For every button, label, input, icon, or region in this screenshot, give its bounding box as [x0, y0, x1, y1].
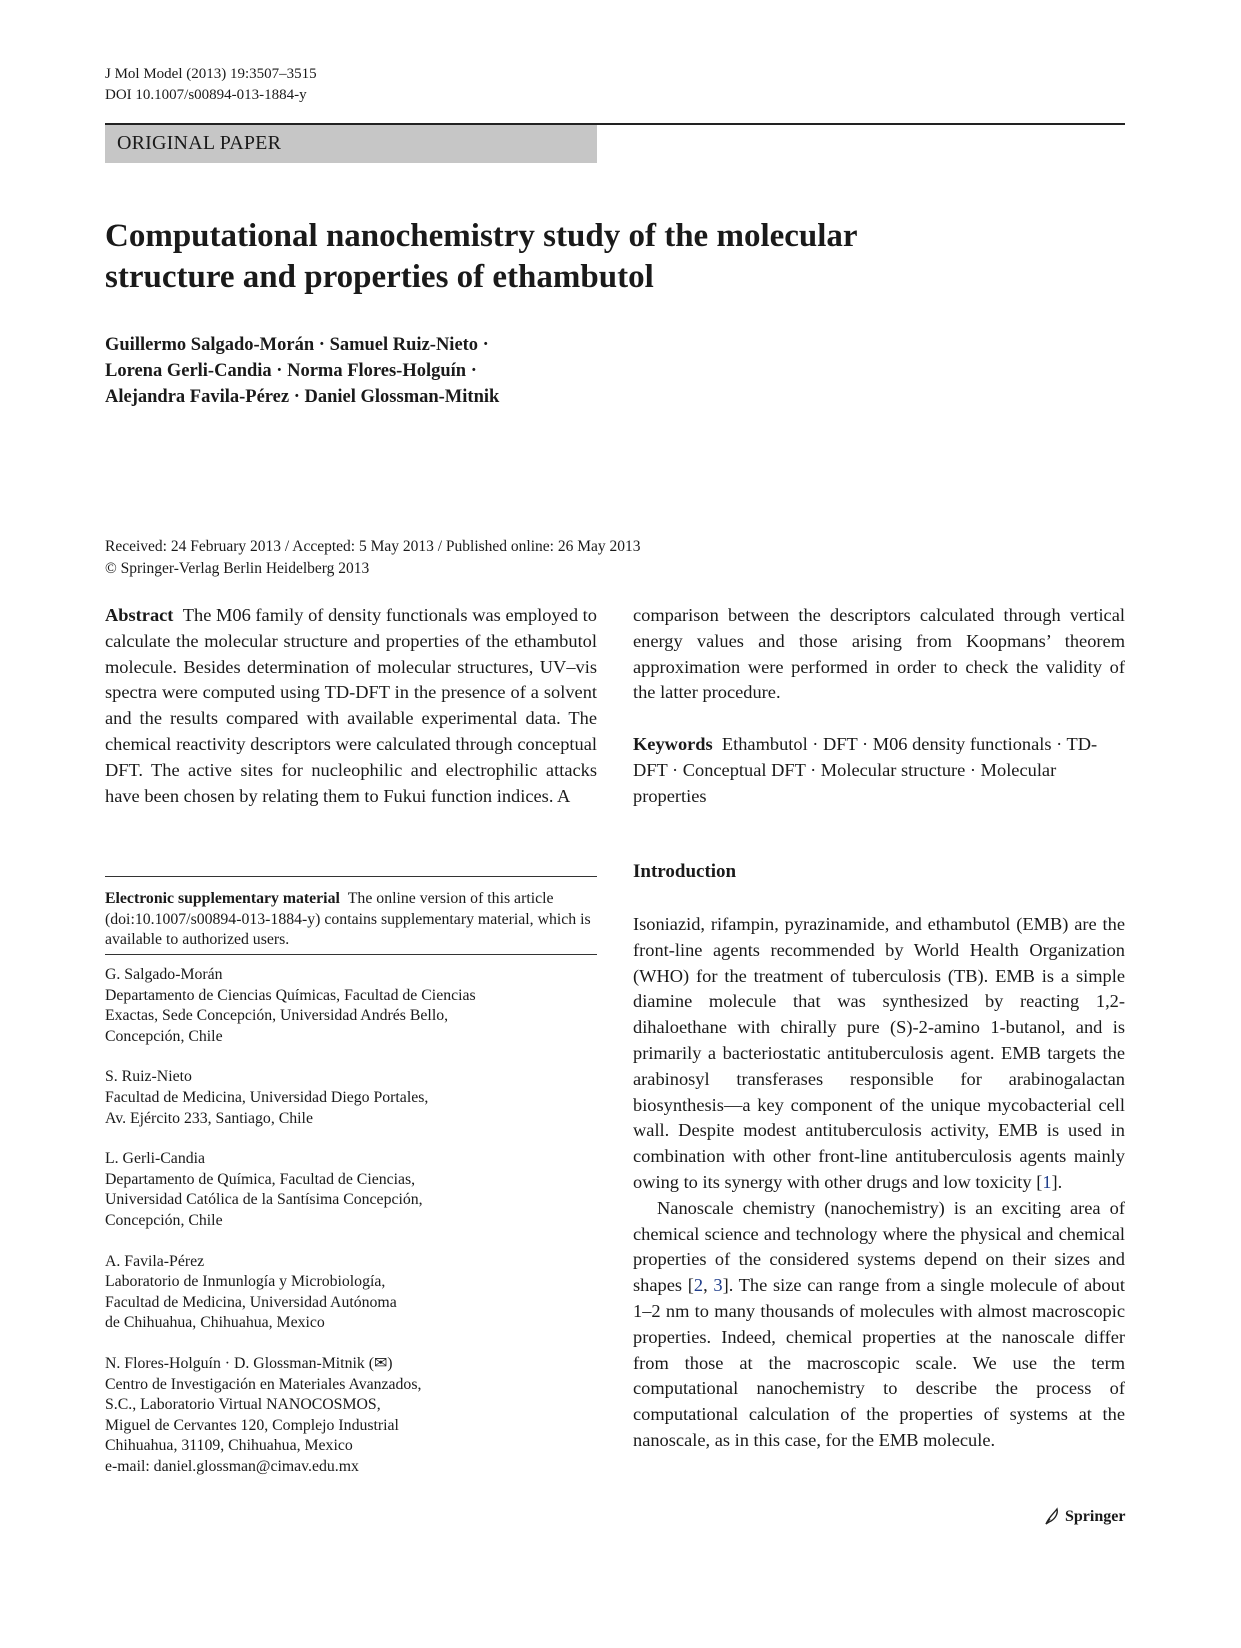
paper-title [105, 216, 1105, 298]
affiliation-line: Concepción, Chile [105, 1211, 223, 1229]
affiliation-block [105, 1067, 597, 1129]
affiliation-block [105, 1149, 597, 1231]
affiliation-block [105, 965, 597, 1047]
esm-label: Electronic supplementary material [105, 890, 340, 907]
affiliation-line: S.C., Laboratorio Virtual NANOCOSMOS, [105, 1396, 381, 1414]
affiliation-line: Exactas, Sede Concepción, Universidad Andrés Bello, [105, 1007, 449, 1025]
footnote-rule [105, 954, 597, 955]
affiliation-line: Departamento de Ciencias Químicas, Facultad de Ciencias [105, 986, 476, 1004]
affiliation-line: Av. Ejército 233, Santiago, Chile [105, 1109, 313, 1127]
affiliation-line: Centro de Investigación en Materiales Avanzados, [105, 1375, 422, 1393]
keywords-text: Ethambutol · DFT · M06 density functionals · TD-DFT · Conceptual DFT · Molecular structure · Molecular properties [633, 734, 1098, 806]
author-list [105, 332, 499, 410]
affiliation-author: G. Salgado-Morán [105, 966, 223, 983]
journal-header [105, 64, 317, 106]
citation-link[interactable]: 2 [693, 1275, 704, 1296]
introduction-body [633, 912, 1125, 1454]
section-heading: Introduction [633, 861, 737, 882]
abstract-label: Abstract [105, 605, 174, 625]
doi: DOI 10.1007/s00894-013-1884-y [105, 87, 307, 103]
article-type-bar [105, 125, 597, 163]
keywords-label: Keywords [633, 734, 713, 754]
affiliations [105, 965, 597, 1497]
affiliation-author: S. Ruiz-Nieto [105, 1068, 192, 1086]
author-line: Alejandra Favila-Pérez · Daniel Glossman-Mitnik [105, 387, 500, 407]
paragraph: Nanoscale chemistry (nanochemistry) is an exciting area of chemical science and technology where the physical and chemical properties of the considered systems depend on their sizes and shapes [2, 3]. The size can range from a single molecule of about 1–2 nm to many thousands of molecules with almost macroscopic properties. Indeed, chemical properties at the nanoscale differ from those at the macroscopic scale. We use the term computational nanochemistry to describe the process of computational calculation of the properties of systems at the nanoscale, as in this case, for the EMB molecule. [633, 1197, 1125, 1450]
copyright: © Springer-Verlag Berlin Heidelberg 2013 [105, 560, 370, 577]
affiliation-line: Laboratorio de Inmunlogía y Microbiología, [105, 1273, 386, 1291]
keywords [633, 732, 1125, 809]
affiliation-block [105, 1252, 597, 1334]
affiliation-line: Facultad de Medicina, Universidad Autónoma [105, 1293, 397, 1311]
title-line: Computational nanochemistry study of the molecular [105, 218, 858, 254]
abstract-continuation-text: comparison between the descriptors calculated through vertical energy values and those arising from Koopmans’ theorem approximation were performed in order to check the validity of the latter procedure. [633, 605, 1125, 703]
title-line: structure and properties of ethambutol [105, 259, 654, 295]
abstract-text: The M06 family of density functionals was employed to calculate the molecular structure and properties of the ethambutol molecule. Besides determination of molecular structures, UV–vis spectra were computed using TD-DFT in the presence of a solvent and the results compared with available experimental data. The chemical reactivity descriptors were calculated through conceptual DFT. The active sites for nucleophilic and electrophilic attacks have been chosen by relating them to Fukui function indices. A [105, 605, 597, 806]
citation-link[interactable]: 1 [1042, 1171, 1052, 1192]
paragraph: Isoniazid, rifampin, pyrazinamide, and ethambutol (EMB) are the front-line agents recommended by World Health Organization (WHO) for the treatment of tuberculosis (TB). EMB is a simple diamine molecule that was synthesized by reacting 1,2-dihaloethane with chirally pure (S)-2-amino 1-butanol, and is primarily a bacteriostatic antituberculosis agent. EMB targets the arabinosyl transferases responsible for arabinogalactan biosynthesis—a key component of the unique mycobacterial cell wall. Despite modest antituberculosis activity, EMB is used in combination with other front-line antituberculosis agents mainly owing to its synergy with other drugs and low toxicity [1]. [633, 914, 1125, 1192]
affiliation-author: A. Favila-Pérez [105, 1252, 205, 1270]
affiliation-line: Miguel de Cervantes 120, Complejo Industrial [105, 1416, 399, 1434]
history: Received: 24 February 2013 / Accepted: 5 May 2013 / Published online: 26 May 2013 [105, 538, 641, 555]
abstract-continuation [633, 603, 1125, 706]
article-type: ORIGINAL PAPER [117, 132, 282, 154]
publication-dates [105, 536, 641, 580]
esm-text: The online version of this article (doi:10.1007/s00894-013-1884-y) contains supplementary material, which is available to authorized users. [105, 890, 591, 949]
affiliation-block [105, 1354, 597, 1478]
footnote-rule [105, 876, 597, 877]
affiliation-line: de Chihuahua, Chihuahua, Mexico [105, 1314, 325, 1332]
affiliation-author: L. Gerli-Candia [105, 1150, 206, 1168]
publisher-name: Springer [1065, 1508, 1126, 1525]
affiliation-line: Concepción, Chile [105, 1027, 223, 1045]
citation: J Mol Model (2013) 19:3507–3515 [105, 66, 317, 82]
affiliation-line: Chihuahua, 31109, Chihuahua, Mexico [105, 1437, 353, 1455]
abstract [105, 603, 597, 809]
supplementary-note [105, 889, 597, 951]
publisher-footer [1043, 1507, 1125, 1527]
affiliation-line: e-mail: daniel.glossman@cimav.edu.mx [105, 1457, 359, 1475]
affiliation-author: N. Flores-Holguín · D. Glossman-Mitnik (✉) [105, 1354, 393, 1372]
affiliation-line: Universidad Católica de la Santísima Concepción, [105, 1191, 423, 1209]
springer-logo-icon [1043, 1507, 1061, 1527]
author-line: Guillermo Salgado-Morán · Samuel Ruiz-Nieto · [105, 335, 489, 355]
citation-link[interactable]: 3 [713, 1275, 723, 1296]
affiliation-line: Departamento de Química, Facultad de Ciencias, [105, 1170, 416, 1188]
author-line: Lorena Gerli-Candia · Norma Flores-Holguín · [105, 361, 477, 381]
affiliation-line: Facultad de Medicina, Universidad Diego Portales, [105, 1088, 429, 1106]
